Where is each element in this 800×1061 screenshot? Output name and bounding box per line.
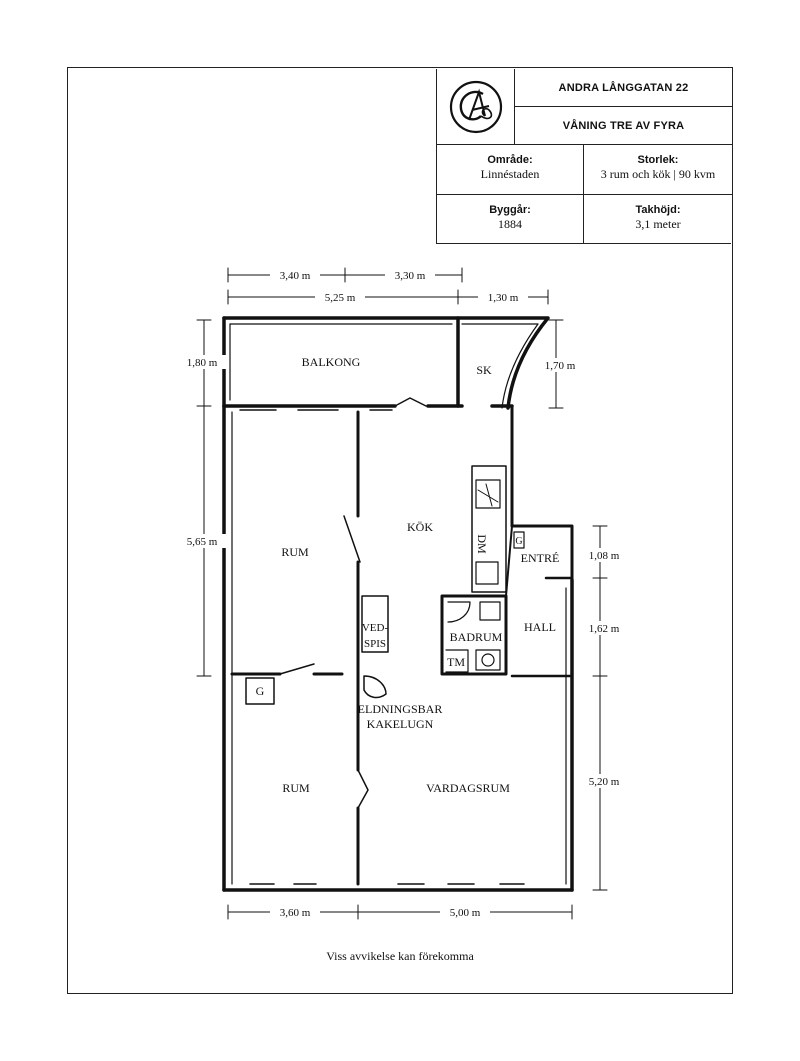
year-value: 1884 [498, 217, 522, 231]
toilet [480, 602, 500, 620]
dim-left-b: 5,65 m [186, 536, 218, 548]
label-entrance: ENTRÉ [520, 551, 560, 565]
label-kitchen: KÖK [407, 520, 433, 534]
label-fireplace-1: ELDNINGSBAR [357, 702, 443, 716]
dim-left-a: 1,80 m [186, 357, 218, 369]
ceiling-value: 3,1 meter [635, 217, 681, 231]
dim-right-c: 1,62 m [588, 623, 620, 635]
stove-top [476, 480, 500, 508]
label-bathroom: BADRUM [449, 630, 503, 644]
dimension-labels [180, 268, 628, 919]
label-dryer: TM [447, 655, 465, 669]
storage-outline [458, 318, 548, 408]
size-value: 3 rum och kök | 90 kvm [600, 167, 716, 181]
sink [476, 650, 500, 670]
label-living: VARDAGSRUM [426, 781, 510, 795]
label-hall: HALL [524, 620, 556, 634]
dim-right-b: 1,08 m [588, 550, 620, 562]
label-stove-1: VED- [361, 622, 389, 634]
balcony-door [395, 398, 426, 406]
dim-top-d: 1,30 m [487, 292, 519, 304]
shower [448, 602, 470, 622]
dim-right-a: 1,70 m [544, 360, 576, 372]
area-value: Linnéstaden [480, 167, 540, 181]
tiled-stove [364, 676, 386, 697]
label-dishwasher: DM [475, 534, 489, 554]
dim-bottom-b: 5,00 m [449, 907, 481, 919]
fridge [476, 562, 498, 584]
dim-right-d: 5,20 m [588, 776, 620, 788]
room-labels [256, 355, 560, 795]
label-room-upper: RUM [281, 545, 309, 559]
year-label: Byggår: [489, 204, 531, 216]
dim-top-c: 5,25 m [324, 292, 356, 304]
dim-top-a: 3,40 m [279, 270, 311, 282]
label-balcony: BALKONG [301, 355, 361, 369]
size-label: Storlek: [637, 154, 679, 166]
disclaimer-note: Viss avvikelse kan förekomma [326, 949, 474, 963]
dim-bottom-a: 3,60 m [279, 907, 311, 919]
label-room-lower: RUM [282, 781, 310, 795]
label-wardrobe-room: G [255, 684, 265, 698]
room-door [344, 516, 360, 562]
label-stove-2: SPIS [363, 638, 387, 650]
label-fireplace-2: KAKELUGN [366, 717, 434, 731]
dim-top-b: 3,30 m [394, 270, 426, 282]
area-label: Område: [487, 154, 533, 166]
logo-text: A [444, 75, 446, 77]
label-wardrobe-entry: G [515, 536, 523, 547]
ceiling-label: Takhöjd: [635, 204, 681, 216]
kitchen-counter [472, 466, 506, 592]
floor-title: VÅNING TRE AV FYRA [515, 107, 732, 145]
address-title: ANDRA LÅNGGATAN 22 [515, 69, 732, 107]
label-storage: SK [476, 363, 492, 377]
